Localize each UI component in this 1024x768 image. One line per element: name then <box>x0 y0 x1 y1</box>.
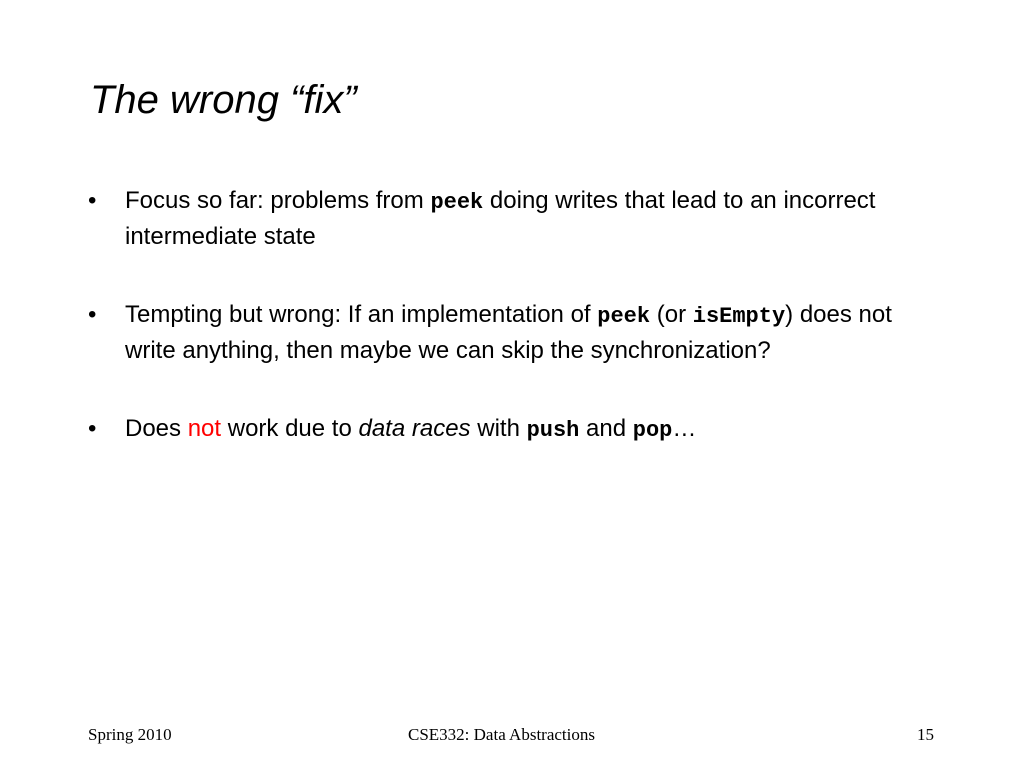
bullet-text: Focus so far: problems from <box>125 187 431 214</box>
code-isempty: isEmpty <box>692 304 786 329</box>
code-peek: peek <box>430 190 484 215</box>
footer-date: Spring 2010 <box>88 725 172 744</box>
bullet-text: ) does not write anything, then maybe we can skip the synchronization? <box>125 301 892 364</box>
emphasis-data-races: data races <box>358 415 471 442</box>
bullet-marker: • <box>88 415 97 442</box>
bullet-text: with <box>470 415 527 442</box>
slide-title: The wrong “fix” <box>90 78 357 122</box>
bullet-text: (or <box>650 301 693 328</box>
bullet-text: Tempting but wrong: If an implementation of <box>125 301 598 328</box>
bullet-list <box>88 184 948 448</box>
footer-course: CSE332: Data Abstractions <box>408 725 595 744</box>
bullet-text: and <box>579 415 633 442</box>
bullet-item <box>88 412 948 448</box>
bullet-text: doing writes that lead to an incorrect intermediate state <box>125 187 876 250</box>
bullet-text: … <box>672 415 697 442</box>
emphasis-not: not <box>187 415 222 442</box>
bullet-text: Does <box>125 415 188 442</box>
code-push: push <box>526 418 580 443</box>
bullet-marker: • <box>88 301 97 328</box>
bullet-marker: • <box>88 187 97 214</box>
bullet-text: work due to <box>221 415 359 442</box>
code-pop: pop <box>632 418 673 443</box>
bullet-item <box>88 184 948 254</box>
page-number: 15 <box>917 725 934 744</box>
code-peek: peek <box>597 304 651 329</box>
bullet-item <box>88 298 948 368</box>
